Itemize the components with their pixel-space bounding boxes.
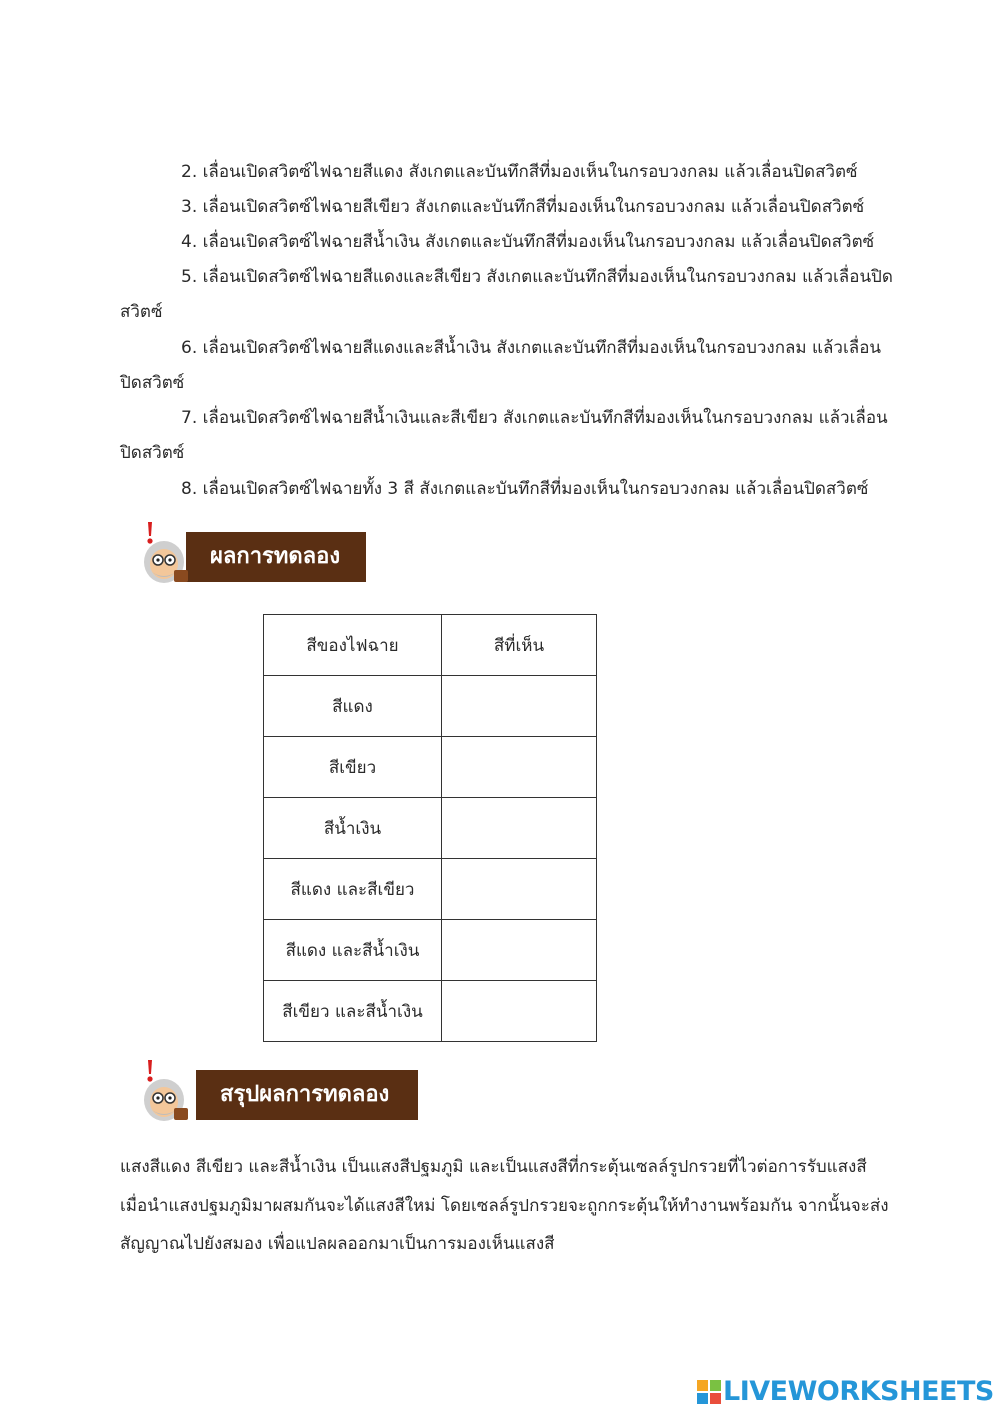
light-cell: สีแดง [264,676,442,737]
light-cell: สีน้ำเงิน [264,798,442,859]
light-cell: สีแดง และสีน้ำเงิน [264,920,442,981]
brand-name: LIVEWORKSHEETS [723,1376,994,1407]
seen-cell[interactable] [442,676,597,737]
step-5-cont: สวิตซ์ [120,302,163,322]
seen-cell[interactable] [442,737,597,798]
seen-cell[interactable] [442,920,597,981]
table-header-row [264,615,597,676]
step-8: 8. เลื่อนเปิดสวิตซ์ไฟฉายทั้ง 3 สี สังเกตและบันทึกสีที่มองเห็นในกรอบวงกลม แล้วเลื่อนปิดสวิตซ์ [181,479,869,499]
step-6: 6. เลื่อนเปิดสวิตซ์ไฟฉายสีแดงและสีน้ำเงิน สังเกตและบันทึกสีที่มองเห็นในกรอบวงกลม แล้วเลื่อน [181,338,882,358]
conclusion-line: เมื่อนำแสงปฐมภูมิมาผสมกันจะได้แสงสีใหม่ โดยเซลล์รูปกรวยจะถูกกระตุ้นให้ทำงานพร้อมกัน จากนั้นจะส่ง [120,1195,889,1216]
light-cell: สีแดง และสีเขียว [264,859,442,920]
scientist-icon [134,518,198,588]
table-row [264,676,597,737]
step-2: 2. เลื่อนเปิดสวิตซ์ไฟฉายสีแดง สังเกตและบันทึกสีที่มองเห็นในกรอบวงกลม แล้วเลื่อนปิดสวิตซ์ [181,162,858,182]
scientist-icon [134,1056,198,1126]
light-cell: สีเขียว และสีน้ำเงิน [264,981,442,1042]
table-row [264,920,597,981]
table-row [264,737,597,798]
step-6-cont: ปิดสวิตซ์ [120,373,185,393]
conclusion-paragraph [120,1148,890,1264]
header-seen-color: สีที่เห็น [442,615,597,676]
header-light-color: สีของไฟฉาย [264,615,442,676]
step-7: 7. เลื่อนเปิดสวิตซ์ไฟฉายสีน้ำเงินและสีเขียว สังเกตและบันทึกสีที่มองเห็นในกรอบวงกลม แล้วเลื่อน [181,408,888,428]
results-banner-title: ผลการทดลอง [186,532,366,582]
step-4: 4. เลื่อนเปิดสวิตซ์ไฟฉายสีน้ำเงิน สังเกตและบันทึกสีที่มองเห็นในกรอบวงกลม แล้วเลื่อนปิดสวิตซ์ [181,232,875,252]
seen-cell[interactable] [442,859,597,920]
conclusion-banner [134,1070,418,1120]
table-row [264,981,597,1042]
seen-cell[interactable] [442,981,597,1042]
table-row [264,798,597,859]
results-banner [134,532,366,582]
results-table [263,614,597,1042]
light-cell: สีเขียว [264,737,442,798]
seen-cell[interactable] [442,798,597,859]
step-7-cont: ปิดสวิตซ์ [120,443,185,463]
liveworksheets-logo-icon [697,1380,721,1404]
step-5: 5. เลื่อนเปิดสวิตซ์ไฟฉายสีแดงและสีเขียว สังเกตและบันทึกสีที่มองเห็นในกรอบวงกลม แล้วเลื่อนปิด [181,267,893,287]
conclusion-line: แสงสีแดง สีเขียว และสีน้ำเงิน เป็นแสงสีปฐมภูมิ และเป็นแสงสีที่กระตุ้นเซลล์รูปกรวยที่ไวต่อการรับแสงสี [120,1157,867,1177]
liveworksheets-logo[interactable] [697,1376,994,1407]
step-3: 3. เลื่อนเปิดสวิตซ์ไฟฉายสีเขียว สังเกตและบันทึกสีที่มองเห็นในกรอบวงกลม แล้วเลื่อนปิดสวิตซ์ [181,197,865,217]
table-row [264,859,597,920]
conclusion-line: สัญญาณไปยังสมอง เพื่อแปลผลออกมาเป็นการมองเห็นแสงสี [120,1234,555,1254]
conclusion-banner-title: สรุปผลการทดลอง [196,1070,418,1120]
